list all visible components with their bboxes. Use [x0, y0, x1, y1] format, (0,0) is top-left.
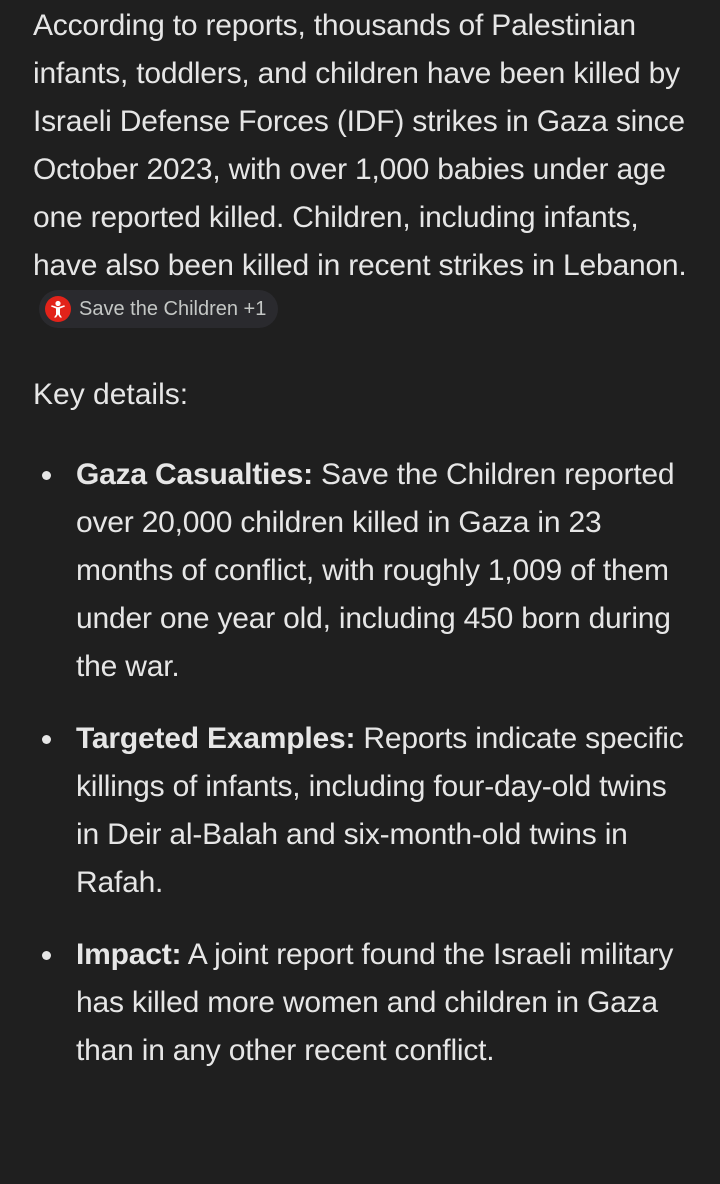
- save-the-children-logo-icon: [45, 296, 71, 322]
- intro-text: According to reports, thousands of Palestinian infants, toddlers, and children have been killed by Israeli Defense Forces (IDF) strikes in Gaza since October 2023, with over 1,000 babies under age one reported killed. Children, including infants, have also been killed in recent strikes in Lebanon.: [33, 9, 687, 282]
- source-chip-label: Save the Children +1: [79, 298, 267, 320]
- list-item: [33, 451, 693, 691]
- bullet-dot-icon: [42, 471, 51, 480]
- bullet-text: Reports indicate specific killings of infants, including four-day-old twins in Deir al-Balah and six-month-old twins in Rafah.: [76, 722, 684, 899]
- bullet-title: Impact:: [76, 938, 182, 971]
- intro-paragraph: [33, 2, 693, 339]
- bullet-dot-icon: [42, 951, 51, 960]
- bullet-text: Save the Children reported over 20,000 children killed in Gaza in 23 months of conflict, with roughly 1,009 of them under one year old, including 450 born during the war.: [76, 458, 675, 683]
- response-content: [33, 2, 693, 1099]
- bullet-title: Gaza Casualties:: [76, 458, 313, 491]
- key-details-heading: Key details:: [33, 378, 189, 411]
- bullet-title: Targeted Examples:: [76, 722, 356, 755]
- bullet-text: A joint report found the Israeli military has killed more women and children in Gaza than in any other recent conflict.: [76, 938, 674, 1067]
- source-chip[interactable]: [39, 290, 278, 328]
- key-details-list: [33, 451, 693, 1075]
- list-item: [33, 931, 693, 1075]
- bullet-dot-icon: [42, 735, 51, 744]
- list-item: [33, 715, 693, 907]
